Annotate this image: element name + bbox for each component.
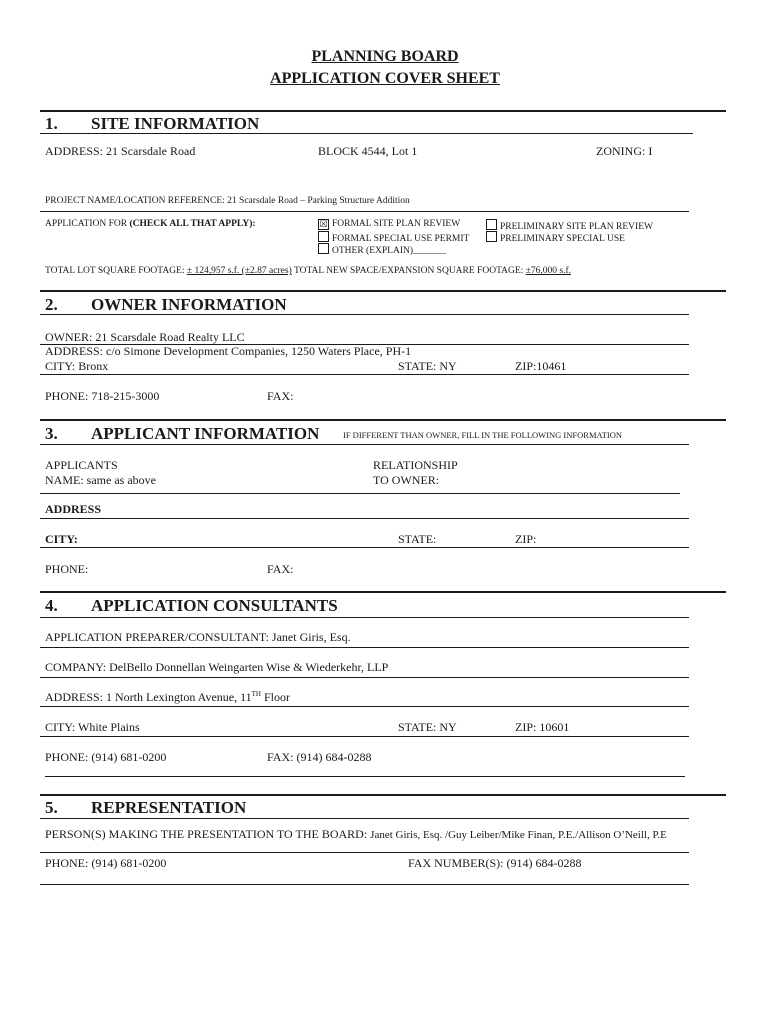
field-line <box>40 374 689 375</box>
field-line <box>40 547 689 548</box>
section-divider <box>40 419 726 421</box>
field-line <box>45 776 685 777</box>
applicants-label: APPLICANTS <box>45 458 118 472</box>
presenters-row <box>45 827 667 842</box>
checkbox-icon[interactable] <box>318 243 329 254</box>
consultant-preparer: APPLICATION PREPARER/CONSULTANT: Janet Giris, Esq. <box>45 630 351 644</box>
checkbox-icon[interactable] <box>318 231 329 242</box>
consultant-zip: ZIP: 10601 <box>515 720 570 734</box>
field-line <box>40 211 689 212</box>
section-divider <box>40 110 726 112</box>
checkbox-prelim-special-use[interactable] <box>486 231 625 244</box>
applicant-phone: PHONE: <box>45 562 89 576</box>
application-for-text: APPLICATION FOR <box>45 219 130 229</box>
field-line <box>40 493 680 494</box>
site-zoning: ZONING: I <box>596 144 653 158</box>
applicant-city: CITY: <box>45 532 78 546</box>
option-label: PRELIMINARY SPECIAL USE <box>500 234 625 244</box>
consultant-company: COMPANY: DelBello Donnellan Weingarten Wise & Wiederkehr, LLP <box>45 660 389 674</box>
section-underline <box>40 818 689 819</box>
section-3-number: 3. <box>45 424 58 443</box>
owner-name: OWNER: 21 Scarsdale Road Realty LLC <box>45 330 245 344</box>
consultant-phone: PHONE: (914) 681-0200 <box>45 750 167 764</box>
checked-box-icon[interactable]: ☒ <box>319 219 328 229</box>
option-label: PRELIMINARY SITE PLAN REVIEW <box>500 222 653 232</box>
applicant-name: NAME: same as above <box>45 473 156 487</box>
section-underline <box>40 617 689 618</box>
lot-value: ± 124,957 s.f. (±2.87 acres) <box>186 266 292 276</box>
project-reference: PROJECT NAME/LOCATION REFERENCE: 21 Scarsdale Road – Parking Structure Addition <box>45 196 410 206</box>
section-4-number: 4. <box>45 596 58 615</box>
owner-state: STATE: NY <box>398 359 457 373</box>
site-address: ADDRESS: 21 Scarsdale Road <box>45 144 196 158</box>
section-divider <box>40 794 726 796</box>
section-2-number: 2. <box>45 295 58 314</box>
consultant-city: CITY: White Plains <box>45 720 140 734</box>
option-label: FORMAL SITE PLAN REVIEW <box>332 219 461 229</box>
address-text: ADDRESS: 1 North Lexington Avenue, 11 <box>45 690 252 704</box>
section-5-number: 5. <box>45 798 58 817</box>
owner-city: CITY: Bronx <box>45 359 109 373</box>
section-underline <box>40 444 689 445</box>
field-line <box>40 647 689 648</box>
owner-fax: FAX: <box>267 389 294 403</box>
field-line <box>40 706 689 707</box>
application-for-label <box>45 219 256 229</box>
new-space-value: ±76,000 s.f. <box>525 266 571 276</box>
presenters-label: PERSON(S) MAKING THE PRESENTATION TO THE BOARD: <box>45 827 371 841</box>
form-title-line1: PLANNING BOARD <box>311 48 459 65</box>
section-1-number: 1. <box>45 114 58 133</box>
address-floor: Floor <box>261 690 291 704</box>
square-footage-row <box>45 266 571 276</box>
to-owner-label: TO OWNER: <box>373 473 440 487</box>
lot-label: TOTAL LOT SQUARE FOOTAGE: <box>45 266 187 276</box>
owner-address: ADDRESS: c/o Simone Development Companies, 1250 Waters Place, PH-1 <box>45 344 412 358</box>
relationship-label: RELATIONSHIP <box>373 458 458 472</box>
section-divider <box>40 290 726 292</box>
field-line <box>40 736 689 737</box>
owner-zip: ZIP:10461 <box>515 359 567 373</box>
field-line <box>40 677 689 678</box>
option-label: FORMAL SPECIAL USE PERMIT <box>332 234 470 244</box>
owner-phone: PHONE: 718-215-3000 <box>45 389 160 403</box>
checkbox-icon[interactable] <box>486 219 497 230</box>
applicant-address: ADDRESS <box>45 502 102 516</box>
checkbox-other[interactable] <box>318 243 446 256</box>
section-underline <box>40 314 689 315</box>
field-line <box>40 852 689 853</box>
consultant-address <box>45 690 290 705</box>
checkbox-formal-site-plan[interactable] <box>318 219 460 230</box>
consultant-fax: FAX: (914) 684-0288 <box>267 750 372 764</box>
presenters-value: Janet Giris, Esq. /Guy Leiber/Mike Finan, P.E./Allison O’Neill, P.E <box>370 829 667 841</box>
form-title-line2: APPLICATION COVER SHEET <box>270 70 500 87</box>
field-line <box>40 518 689 519</box>
section-underline <box>40 133 693 134</box>
section-4-title: APPLICATION CONSULTANTS <box>91 596 338 615</box>
site-block: BLOCK 4544, Lot 1 <box>318 144 418 158</box>
rep-fax: FAX NUMBER(S): (914) 684-0288 <box>408 856 582 870</box>
section-5-title: REPRESENTATION <box>91 798 247 817</box>
section-2-title: OWNER INFORMATION <box>91 295 287 314</box>
applicant-fax: FAX: <box>267 562 294 576</box>
section-1-title: SITE INFORMATION <box>91 114 260 133</box>
applicant-state: STATE: <box>398 532 437 546</box>
option-label: OTHER (EXPLAIN)_______ <box>332 246 447 256</box>
section-divider <box>40 591 726 593</box>
consultant-state: STATE: NY <box>398 720 457 734</box>
rep-phone: PHONE: (914) 681-0200 <box>45 856 167 870</box>
section-3-title: APPLICANT INFORMATION <box>91 424 320 443</box>
checkbox-icon[interactable] <box>486 231 497 242</box>
check-all-text: (CHECK ALL THAT APPLY): <box>129 219 256 229</box>
section-3-note: IF DIFFERENT THAN OWNER, FILL IN THE FOLLOWING INFORMATION <box>343 430 622 440</box>
applicant-zip: ZIP: <box>515 532 537 546</box>
address-superscript: TH <box>251 690 261 698</box>
field-line <box>40 884 689 885</box>
new-space-label: TOTAL NEW SPACE/EXPANSION SQUARE FOOTAGE: <box>291 266 526 276</box>
